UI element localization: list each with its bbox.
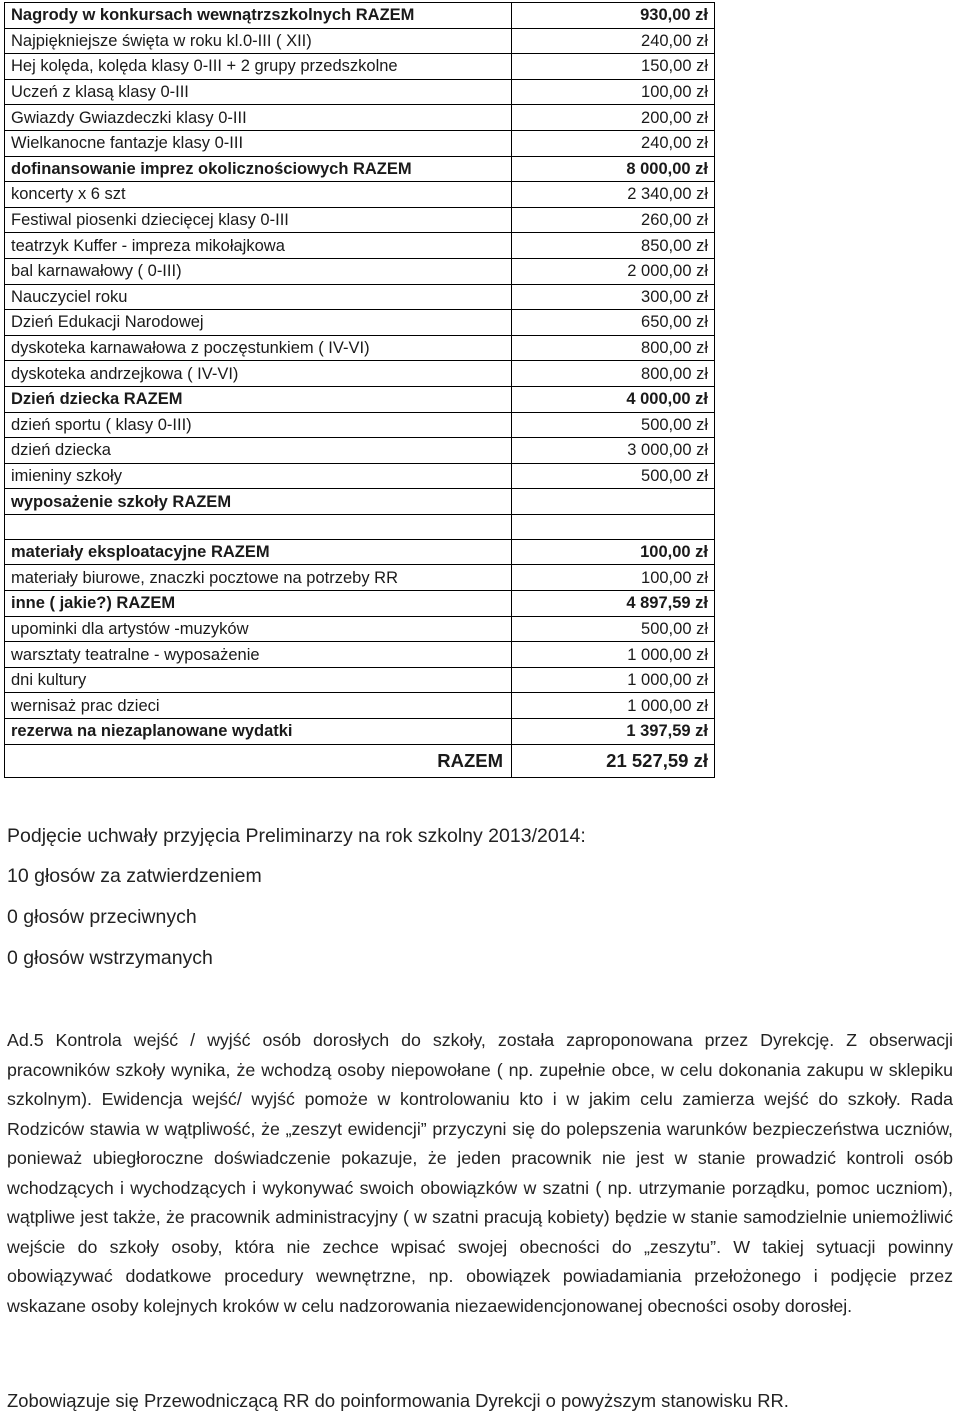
budget-row — [5, 79, 715, 105]
budget-item-amount: 8 000,00 zł — [512, 156, 715, 182]
budget-item-name: upominki dla artystów -muzyków — [5, 616, 512, 642]
budget-item-name: materiały biurowe, znaczki pocztowe na potrzeby RR — [5, 565, 512, 591]
budget-item-name: wernisaż prac dzieci — [5, 693, 512, 719]
budget-row — [5, 207, 715, 233]
budget-item-name: Wielkanocne fantazje klasy 0-III — [5, 130, 512, 156]
budget-item-name: koncerty x 6 szt — [5, 182, 512, 208]
budget-item-name: rezerwa na niezaplanowane wydatki — [5, 719, 512, 745]
budget-item-name: Najpiękniejsze święta w roku kl.0-III ( XII) — [5, 28, 512, 54]
budget-item-amount: 150,00 zł — [512, 54, 715, 80]
budget-item-name: imieniny szkoły — [5, 463, 512, 489]
budget-item-amount: 1 000,00 zł — [512, 667, 715, 693]
budget-row — [5, 616, 715, 642]
budget-item-amount: 3 000,00 zł — [512, 438, 715, 464]
budget-row — [5, 667, 715, 693]
budget-item-name: Festiwal piosenki dziecięcej klasy 0-III — [5, 207, 512, 233]
votes-abstain: 0 głosów wstrzymanych — [7, 947, 213, 969]
budget-item-name: wyposażenie szkoły RAZEM — [5, 489, 512, 515]
budget-item-name: dyskoteka karnawałowa z poczęstunkiem ( IV-VI) — [5, 335, 512, 361]
budget-row — [5, 642, 715, 668]
budget-item-name: materiały eksploatacyjne RAZEM — [5, 539, 512, 565]
budget-item-name: Nauczyciel roku — [5, 284, 512, 310]
budget-item-amount: 850,00 zł — [512, 233, 715, 259]
budget-row — [5, 233, 715, 259]
budget-row — [5, 591, 715, 617]
budget-item-amount: 300,00 zł — [512, 284, 715, 310]
agenda-item-5-paragraph: Ad.5 Kontrola wejść / wyjść osób dorosłych do szkoły, została zaproponowana przez Dyrekcję. Z obserwacji pracowników szkoły wynika, że wchodzą osoby niepowołane ( np. zupełnie obce, w celu dokonania zakupu w sklepiku szkolnym). Ewidencja wejść/ wyjść pomoże w kontrolowaniu kto i w jakim celu zamierza wejść do szkoły. Rada Rodziców stawia w wątpliwość, że „zeszyt ewidencji” przyczyni się do polepszenia warunków bezpieczeństwa uczniów, ponieważ ubiegłoroczne doświadczenie pokazuje, że jeden pracownik nie jest w stanie prowadzić kontroli osób wchodzących i wychodzących i wykonywać swoich obowiązków w szatni ( np. utrzymanie porządku, pomoc uczniom), wątpliwe jest także, że pracownik administracyjny ( w szatni pracują kobiety) będzie w stanie samodzielnie uniemożliwić wejście do szkoły osoby, która nie zechce wpisać swojej obecności do „zeszytu”. W takiej sytuacji powinny obowiązywać dodatkowe procedury wewnętrzne, np. obowiązek powiadamiania przełożonego i podjęcie przez wskazane osoby kolejnych kroków w celu nadzorowania niezaewidencjonowanej obecności osoby dorosłej. — [7, 1030, 953, 1316]
budget-item-amount: 1 397,59 zł — [512, 719, 715, 745]
budget-item-name: inne ( jakie?) RAZEM — [5, 591, 512, 617]
budget-item-name: dzień dziecka — [5, 438, 512, 464]
budget-row — [5, 258, 715, 284]
budget-row — [5, 489, 715, 515]
budget-row — [5, 412, 715, 438]
budget-item-amount — [512, 489, 715, 515]
budget-row — [5, 463, 715, 489]
budget-row — [5, 284, 715, 310]
closing-statement: Zobowiązuje się Przewodniczącą RR do poinformowania Dyrekcji o powyższym stanowisku RR. — [7, 1390, 789, 1411]
budget-item-amount: 1 000,00 zł — [512, 642, 715, 668]
budget-item-name: dofinansowanie imprez okolicznościowych RAZEM — [5, 156, 512, 182]
budget-item-name: bal karnawałowy ( 0-III) — [5, 258, 512, 284]
budget-item-amount: 100,00 zł — [512, 79, 715, 105]
budget-item-amount: 1 000,00 zł — [512, 693, 715, 719]
votes-for: 10 głosów za zatwierdzeniem — [7, 865, 262, 887]
budget-row — [5, 386, 715, 412]
total-label: RAZEM — [5, 744, 512, 777]
budget-item-amount: 4 000,00 zł — [512, 386, 715, 412]
budget-item-amount: 100,00 zł — [512, 539, 715, 565]
budget-row — [5, 361, 715, 387]
budget-item-name: teatrzyk Kuffer - impreza mikołajkowa — [5, 233, 512, 259]
budget-table — [4, 2, 715, 778]
budget-row — [5, 3, 715, 29]
budget-row — [5, 156, 715, 182]
votes-against: 0 głosów przeciwnych — [7, 906, 197, 928]
budget-item-amount: 500,00 zł — [512, 616, 715, 642]
budget-item-name: warsztaty teatralne - wyposażenie — [5, 642, 512, 668]
budget-item-amount — [512, 514, 715, 539]
budget-item-name: Dzień dziecka RAZEM — [5, 386, 512, 412]
budget-item-amount: 500,00 zł — [512, 412, 715, 438]
budget-row — [5, 54, 715, 80]
budget-item-name: dyskoteka andrzejkowa ( IV-VI) — [5, 361, 512, 387]
budget-row — [5, 130, 715, 156]
budget-row — [5, 514, 715, 539]
budget-row — [5, 539, 715, 565]
budget-row — [5, 693, 715, 719]
budget-item-name: dni kultury — [5, 667, 512, 693]
budget-row — [5, 105, 715, 131]
budget-item-amount: 100,00 zł — [512, 565, 715, 591]
budget-item-amount: 650,00 zł — [512, 310, 715, 336]
budget-item-amount: 240,00 zł — [512, 130, 715, 156]
budget-row — [5, 335, 715, 361]
budget-item-name: Gwiazdy Gwiazdeczki klasy 0-III — [5, 105, 512, 131]
budget-item-amount: 800,00 zł — [512, 335, 715, 361]
total-amount: 21 527,59 zł — [512, 744, 715, 777]
budget-table-body — [5, 3, 715, 745]
budget-item-name: Dzień Edukacji Narodowej — [5, 310, 512, 336]
budget-item-amount: 500,00 zł — [512, 463, 715, 489]
budget-row — [5, 565, 715, 591]
budget-item-amount: 200,00 zł — [512, 105, 715, 131]
budget-item-amount: 930,00 zł — [512, 3, 715, 29]
budget-item-amount: 240,00 zł — [512, 28, 715, 54]
total-row — [5, 744, 715, 777]
resolution-heading: Podjęcie uchwały przyjęcia Preliminarzy na rok szkolny 2013/2014: — [7, 825, 586, 847]
budget-item-name — [5, 514, 512, 539]
budget-sheet — [4, 2, 712, 778]
budget-item-name: Uczeń z klasą klasy 0-III — [5, 79, 512, 105]
budget-row — [5, 310, 715, 336]
budget-item-amount: 2 340,00 zł — [512, 182, 715, 208]
budget-row — [5, 28, 715, 54]
budget-row — [5, 182, 715, 208]
budget-row — [5, 719, 715, 745]
budget-item-name: dzień sportu ( klasy 0-III) — [5, 412, 512, 438]
budget-item-amount: 260,00 zł — [512, 207, 715, 233]
budget-row — [5, 438, 715, 464]
budget-item-name: Hej kolęda, kolęda klasy 0-III + 2 grupy przedszkolne — [5, 54, 512, 80]
budget-item-name: Nagrody w konkursach wewnątrzszkolnych RAZEM — [5, 3, 512, 29]
budget-item-amount: 800,00 zł — [512, 361, 715, 387]
budget-item-amount: 2 000,00 zł — [512, 258, 715, 284]
budget-item-amount: 4 897,59 zł — [512, 591, 715, 617]
